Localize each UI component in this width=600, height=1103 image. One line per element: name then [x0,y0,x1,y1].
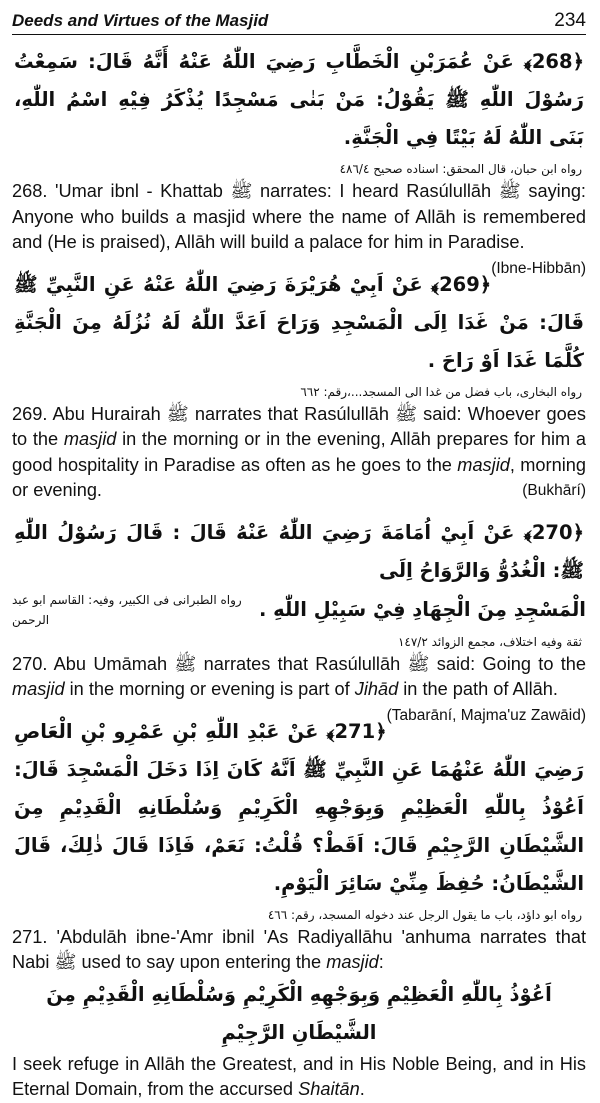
hadith-271-dua-arabic: اَعُوْذُ بِاللّٰهِ الْعَظِيْمِ وَبِوَجْهِهِ الْكَرِيْمِ وَسُلْطَانِهِ الْقَدِيْمِ مِنَ الشَّيْطَانِ الرَّجِيْمِ [46,982,552,1044]
hadith-270-reference-inline: رواه الطبرانی فی الکبیر، وفیہ: القاسم ابو عبد الرحمن [12,592,242,627]
running-title: Deeds and Virtues of the Masjid [12,11,269,30]
text-segment: . [359,1079,365,1099]
text-segment: in the morning or in the evening, Allāh prepares for him a good hospitality in Paradise as often as he goes to the [12,429,586,475]
hadith-271-dua-english [12,1052,586,1103]
text-segment: : [378,952,384,972]
hadith-271-english [12,925,586,976]
hadith-269 [12,266,586,504]
hadith-270-source: (Tabarāní, Majma'uz Zawāid) [386,706,586,724]
text-segment: 269. Abu Hurairah ﷺ narrates that Rasúlullāh ﷺ said: Whoever goes to the [12,403,586,449]
hadith-269-english [12,402,586,504]
text-segment: 270. Abu Umāmah ﷺ narrates that Rasúlullāh ﷺ said: Going to the [12,653,586,674]
hadith-270-arabic-line2: الْمَسْجِدِ مِنَ الْجِهَادِ فِيْ سَبِيْلِ اللّٰهِ . [258,597,586,621]
text-segment: I seek refuge in Allāh the Greatest, and in His Noble Being, and in His Eternal Domain, from the accursed [12,1053,586,1099]
hadith-268-text: 268. 'Umar ibnl - Khattab ﷺ narrates: I heard Rasúlullāh ﷺ saying: Anyone who builds a masjid where the name of Allāh is remembered and (He is praised), Allāh will build a palace for him in Paradise. [12,181,586,252]
hadith-268-english [12,179,586,277]
text-segment: , morning or evening. [12,454,586,500]
hadith-268-source: (Ibne-Hibbān) [491,259,586,277]
hadith-270-english [12,652,586,724]
italic-term: masjid [63,429,117,449]
italic-term: Jihād [354,679,399,699]
text-segment: 271. 'Abdulāh ibne-'Amr ibnil 'As Radiyallāhu 'anhuma narrates that Nabi ﷺ used to say upon entering the [12,926,586,972]
page-number: 234 [554,10,586,31]
text-segment: in the morning or evening is part of [64,679,355,699]
hadith-271-arabic: ﴿271﴾ عَنْ عَبْدِ اللّٰهِ بْنِ عَمْرِو بْنِ الْعَاصِ رَضِيَ اللّٰهُ عَنْهُمَا عَنِ النَّبِيِّ ﷺ اَنَّهُ كَانَ اِذَا دَخَلَ الْمَسْجِدَ قَالَ: اَعُوْذُ بِاللّٰهِ الْعَظِيْمِ وَبِوَجْهِهِ الْكَرِيْمِ وَسُلْطَانِهِ الْقَدِيْمِ مِنَ الشَّيْطَانِ الرَّجِيْمِ قَالَ: اَقَطْ؟ قُلْتُ: نَعَمْ، فَاِذَا قَالَ ذٰلِكَ، قَالَ الشَّيْطَانُ: حُفِظَ مِنِّيْ سَائِرَ الْيَوْمِ. [14,719,584,895]
hadith-271 [12,713,586,1103]
italic-term: masjid [326,952,379,972]
hadith-268-arabic: ﴿268﴾ عَنْ عُمَرَبْنِ الْخَطَّابِ رَضِيَ اللّٰهُ عَنْهُ أَنَّهُ قَالَ: سَمِعْتُ رَسُوْلَ اللّٰهِ ﷺ يَقُوْلُ: مَنْ بَنٰى مَسْجِدًا يُذْكَرُ فِيْهِ اسْمُ اللّٰهِ، بَنَى اللّٰهُ لَهُ بَيْتًا فِي الْجَنَّةِ. [14,50,584,149]
hadith-271-reference: رواه ابو داؤد، باب ما یقول الرجل عند دخوله المسجد، رقم: ٤٦٦ [267,907,582,922]
hadith-269-reference: رواه البخاری، باب فضل من غدا الی المسجد...،رقم: ٦٦٢ [300,384,582,399]
hadith-268-reference: رواه ابن حبان، قال المحقق: اسناده صحیح ٤٨٦/٤ [339,162,582,176]
italic-term: masjid [12,679,65,699]
hadith-269-arabic: ﴿269﴾ عَنْ اَبِيْ هُرَيْرَةَ رَضِيَ اللّٰهُ عَنْهُ عَنِ النَّبِيِّ ﷺ قَالَ: مَنْ غَدَا اِلَى الْمَسْجِدِ وَرَاحَ اَعَدَّ اللّٰهُ لَهُ نُزُلَهُ مِنَ الْجَنَّةِ كُلَّمَا غَدَا اَوْ رَاحَ . [14,272,584,372]
hadith-270 [12,514,586,724]
hadith-270-arabic-line1: ﴿270﴾ عَنْ اَبِيْ اُمَامَةَ رَضِيَ اللّٰهُ عَنْهُ قَالَ : قَالَ رَسُوْلُ اللّٰهِ ﷺ: الْغُدُوُّ وَالرَّوَاحُ اِلَى [14,520,584,582]
hadith-270-reference-line2: ثقة وفیه اختلاف، مجمع الزوائد ١٤٧/٢ [397,634,582,649]
text-segment: in the path of Allāh. [398,679,558,699]
hadith-270-line2 [12,590,586,630]
hadith-268 [12,43,586,277]
hadith-269-source: (Bukhārí) [522,482,586,499]
page-header [12,0,586,35]
italic-term: masjid [457,454,510,475]
italic-term: Shaitān [298,1079,360,1099]
